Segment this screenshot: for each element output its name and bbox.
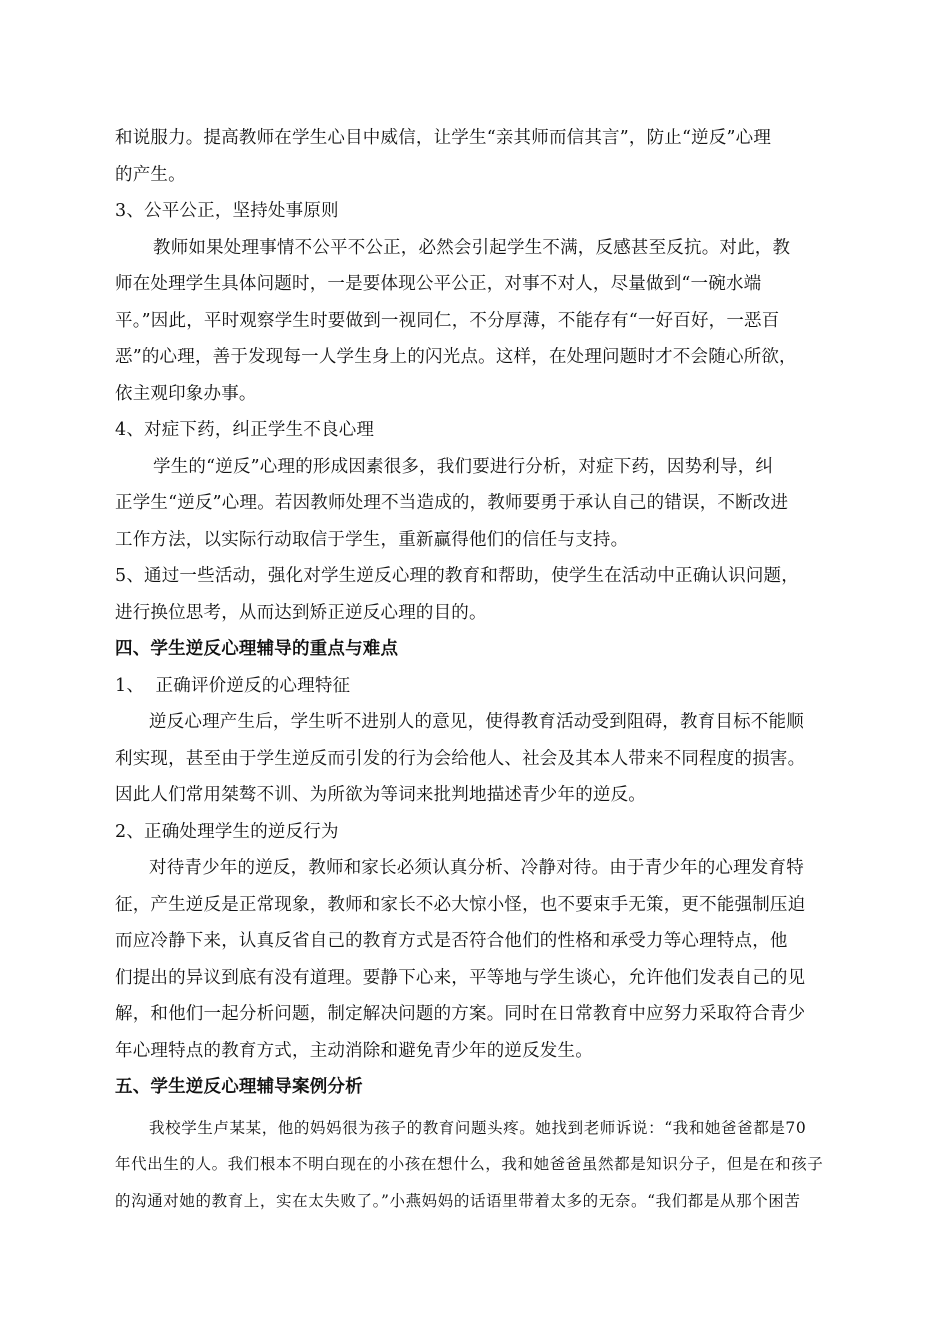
paragraph-line: 逆反心理产生后，学生听不进别人的意见，使得教育活动受到阻碍，教育目标不能顺: [149, 712, 804, 732]
paragraph-line: 恶”的心理，善于发现每一人学生身上的闪光点。这样，在处理问题时才不会随心所欲，: [115, 347, 797, 367]
case-paragraph-line: 的沟通对她的教育上，实在太失败了。”小燕妈妈的话语里带着太多的无奈。“我们都是从那个困苦: [115, 1191, 801, 1210]
paragraph-line: 进行换位思考，从而达到矫正逆反心理的目的。: [115, 602, 487, 623]
paragraph-line: 学生的“逆反”心理的形成因素很多，我们要进行分析，对症下药，因势利导，纠: [153, 456, 774, 477]
paragraph-line: 解，和他们一起分析问题，制定解决问题的方案。同时在日常教育中应努力采取符合青少: [115, 1004, 806, 1024]
section-heading: 五、学生逆反心理辅导案例分析: [115, 1077, 363, 1097]
paragraph-line: 和说服力。提高教师在学生心目中威信，让学生“亲其师而信其言”，防止“逆反”心理: [115, 128, 772, 148]
paragraph-line: 征，产生逆反是正常现象，教师和家长不必大惊小怪，也不要束手无策，更不能强制压迫: [115, 894, 806, 915]
paragraph-line: 正学生“逆反”心理。若因教师处理不当造成的，教师要勇于承认自己的错误，不断改进: [115, 493, 789, 513]
paragraph-line: 年心理特点的教育方式，主动消除和避免青少年的逆反发生。: [115, 1040, 593, 1061]
paragraph-line: 5、通过一些活动，强化对学生逆反心理的教育和帮助，使学生在活动中正确认识问题，: [115, 566, 799, 586]
paragraph-line: 师在处理学生具体问题时，一是要体现公平公正，对事不对人，尽量做到“一碗水端: [115, 274, 762, 294]
section-subheading: 1、 正确评价逆反的心理特征: [115, 675, 351, 696]
paragraph-line: 因此人们常用桀骜不训、为所欲为等词来批判地描述青少年的逆反。: [115, 785, 646, 805]
section-subheading: 3、公平公正，坚持处事原则: [115, 201, 339, 221]
paragraph-line: 平。”因此，平时观察学生时要做到一视同仁，不分厚薄，不能存有“一好百好，一恶百: [115, 310, 780, 331]
paragraph-line: 工作方法，以实际行动取信于学生，重新赢得他们的信任与支持。: [115, 529, 629, 550]
paragraph-line: 教师如果处理事情不公平不公正，必然会引起学生不满，反感甚至反抗。对此，教: [153, 237, 791, 258]
paragraph-line: 依主观印象办事。: [115, 383, 257, 404]
case-paragraph-line: 年代出生的人。我们根本不明白现在的小孩在想什么，我和她爸爸虽然都是知识分子，但是在和孩子: [115, 1155, 824, 1173]
paragraph-line: 利实现，甚至由于学生逆反而引发的行为会给他人、社会及其本人带来不同程度的损害。: [115, 748, 806, 769]
paragraph-line: 而应冷静下来，认真反省自己的教育方式是否符合他们的性格和承受力等心理特点，他: [115, 931, 788, 951]
paragraph-line: 们提出的异议到底有没有道理。要静下心来，平等地与学生谈心，允许他们发表自己的见: [115, 967, 806, 988]
case-paragraph-line: 我校学生卢某某，他的妈妈很为孩子的教育问题头疼。她找到老师诉说：“我和她爸爸都是70: [149, 1118, 807, 1137]
section-subheading: 2、正确处理学生的逆反行为: [115, 821, 339, 842]
paragraph-line: 的产生。: [115, 164, 186, 185]
document-page: [115, 120, 835, 1219]
section-heading: 四、学生逆反心理辅导的重点与难点: [115, 639, 399, 659]
section-subheading: 4、对症下药，纠正学生不良心理: [115, 420, 375, 440]
paragraph-line: 对待青少年的逆反，教师和家长必须认真分析、冷静对待。由于青少年的心理发育特: [149, 858, 804, 878]
